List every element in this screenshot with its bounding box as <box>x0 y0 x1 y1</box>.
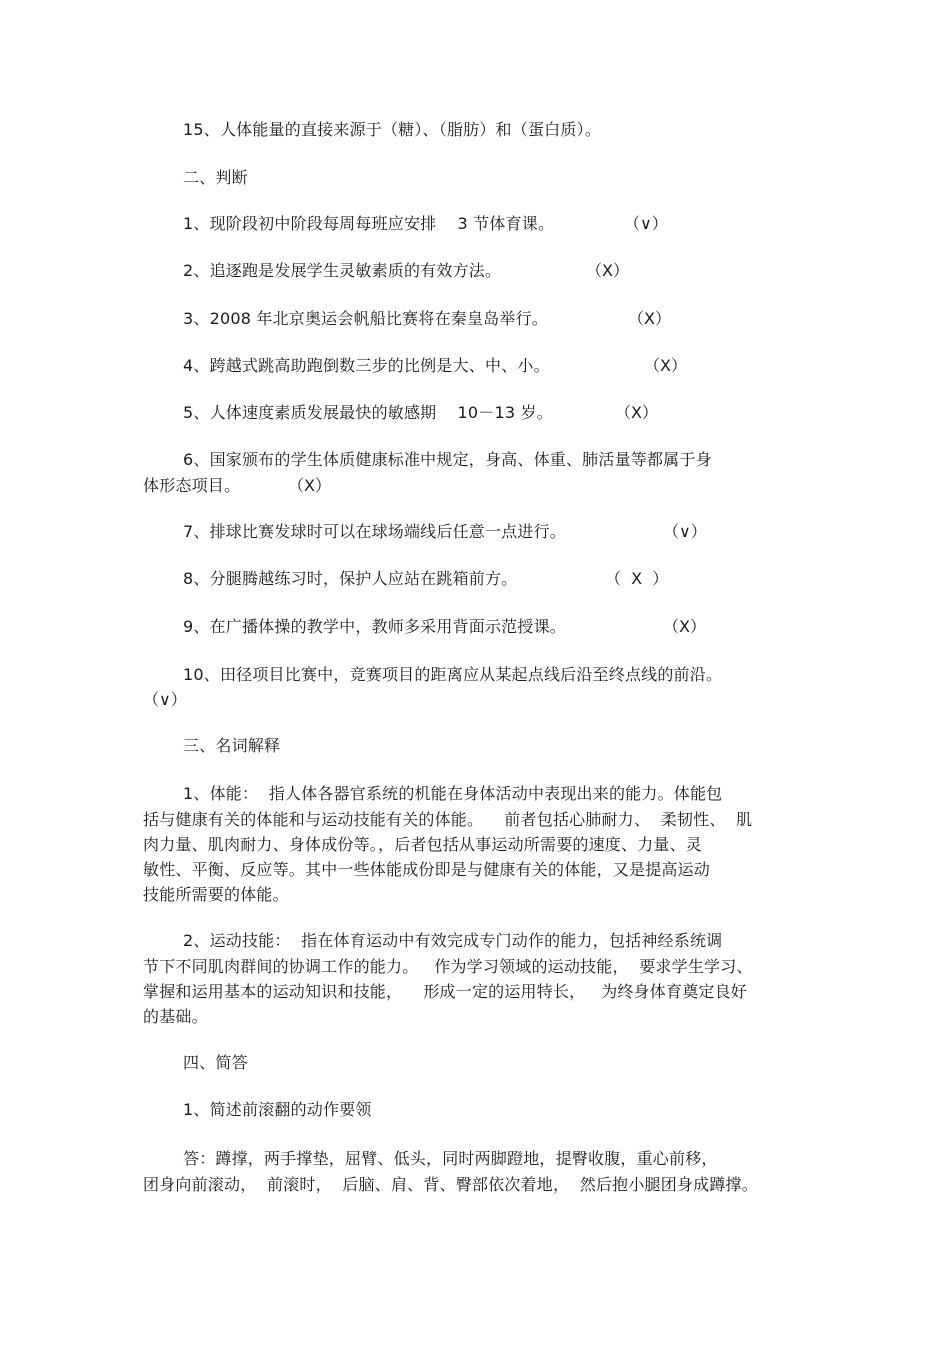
judgement-mark-4: （X） <box>644 356 687 375</box>
judgement-item-10-line1: 10、田径项目比赛中，竞赛项目的距离应从某起点线后沿至终点线的前沿。 <box>183 665 723 684</box>
term-2-line: 节下不同肌肉群间的协调工作的能力。 作为学习领域的运动技能， 要求学生学习、 <box>143 957 753 976</box>
judgement-item-6-line2: 体形态项目。 <box>143 476 241 495</box>
judgement-item-3: 3、2008 年北京奥运会帆船比赛将在秦皇岛举行。 <box>183 309 548 328</box>
question-1-title: 1、简述前滚翻的动作要领 <box>183 1100 372 1119</box>
answer-line: 答：蹲撑，两手撑垫，屈臂、低头，同时两脚蹬地，提臀收腹，重心前移， <box>183 1149 718 1168</box>
section-heading-judgement: 二、判断 <box>183 168 248 187</box>
judgement-mark-10: （∨） <box>143 690 187 709</box>
item-15-line: 15、人体能量的直接来源于（糖）、（脂肪）和（蛋白质）。 <box>183 120 601 139</box>
term-1-line: 括与健康有关的体能和与运动技能有关的体能。 前者包括心肺耐力、 柔韧性、 肌 <box>143 810 753 829</box>
judgement-item-8: 8、分腿腾越练习时，保护人应站在跳箱前方。 <box>183 569 518 588</box>
judgement-item-1: 1、现阶段初中阶段每周每班应安排 3 节体育课。 <box>183 214 555 233</box>
judgement-mark-9: （X） <box>663 617 706 636</box>
term-1-line: 肉力量、肌肉耐力、身体成份等。，后者包括从事运动所需要的速度、力量、灵 <box>143 835 703 854</box>
term-2-line: 的基础。 <box>143 1007 208 1026</box>
judgement-mark-2: （X） <box>586 261 629 280</box>
judgement-mark-3: （X） <box>628 309 671 328</box>
judgement-item-9: 9、在广播体操的教学中，教师多采用背面示范授课。 <box>183 617 566 636</box>
judgement-item-7: 7、排球比赛发球时可以在球场端线后任意一点进行。 <box>183 522 566 541</box>
judgement-mark-8: （ X ） <box>605 569 669 588</box>
section-heading-terms: 三、名词解释 <box>183 736 281 755</box>
section-heading-short-answer: 四、简答 <box>183 1053 248 1072</box>
judgement-mark-6: （X） <box>288 476 331 495</box>
judgement-item-5: 5、人体速度素质发展最快的敏感期 10－13 岁。 <box>183 403 553 422</box>
term-2-line: 掌握和运用基本的运动知识和技能， 形成一定的运用特长， 为终身体育奠定良好 <box>143 982 748 1001</box>
judgement-item-2: 2、追逐跑是发展学生灵敏素质的有效方法。 <box>183 261 502 280</box>
judgement-mark-5: （X） <box>615 403 658 422</box>
judgement-mark-1: （∨） <box>624 214 668 233</box>
judgement-mark-7: （∨） <box>663 522 707 541</box>
term-2-line: 2、运动技能： 指在体育运动中有效完成专门动作的能力，包括神经系统调 <box>183 931 723 950</box>
term-1-line: 1、体能： 指人体各器官系统的机能在身体活动中表现出来的能力。体能包 <box>183 784 723 803</box>
term-1-line: 技能所需要的体能。 <box>143 885 289 904</box>
term-1-line: 敏性、平衡、反应等。其中一些体能成份即是与健康有关的体能，又是提高运动 <box>143 860 711 879</box>
judgement-item-4: 4、跨越式跳高助跑倒数三步的比例是大、中、小。 <box>183 356 550 375</box>
answer-line: 团身向前滚动， 前滚时， 后脑、肩、背、臀部依次着地， 然后抱小腿团身成蹲撑。 <box>143 1175 758 1194</box>
judgement-item-6-line1: 6、国家颁布的学生体质健康标准中规定，身高、体重、肺活量等都属于身 <box>183 450 712 469</box>
